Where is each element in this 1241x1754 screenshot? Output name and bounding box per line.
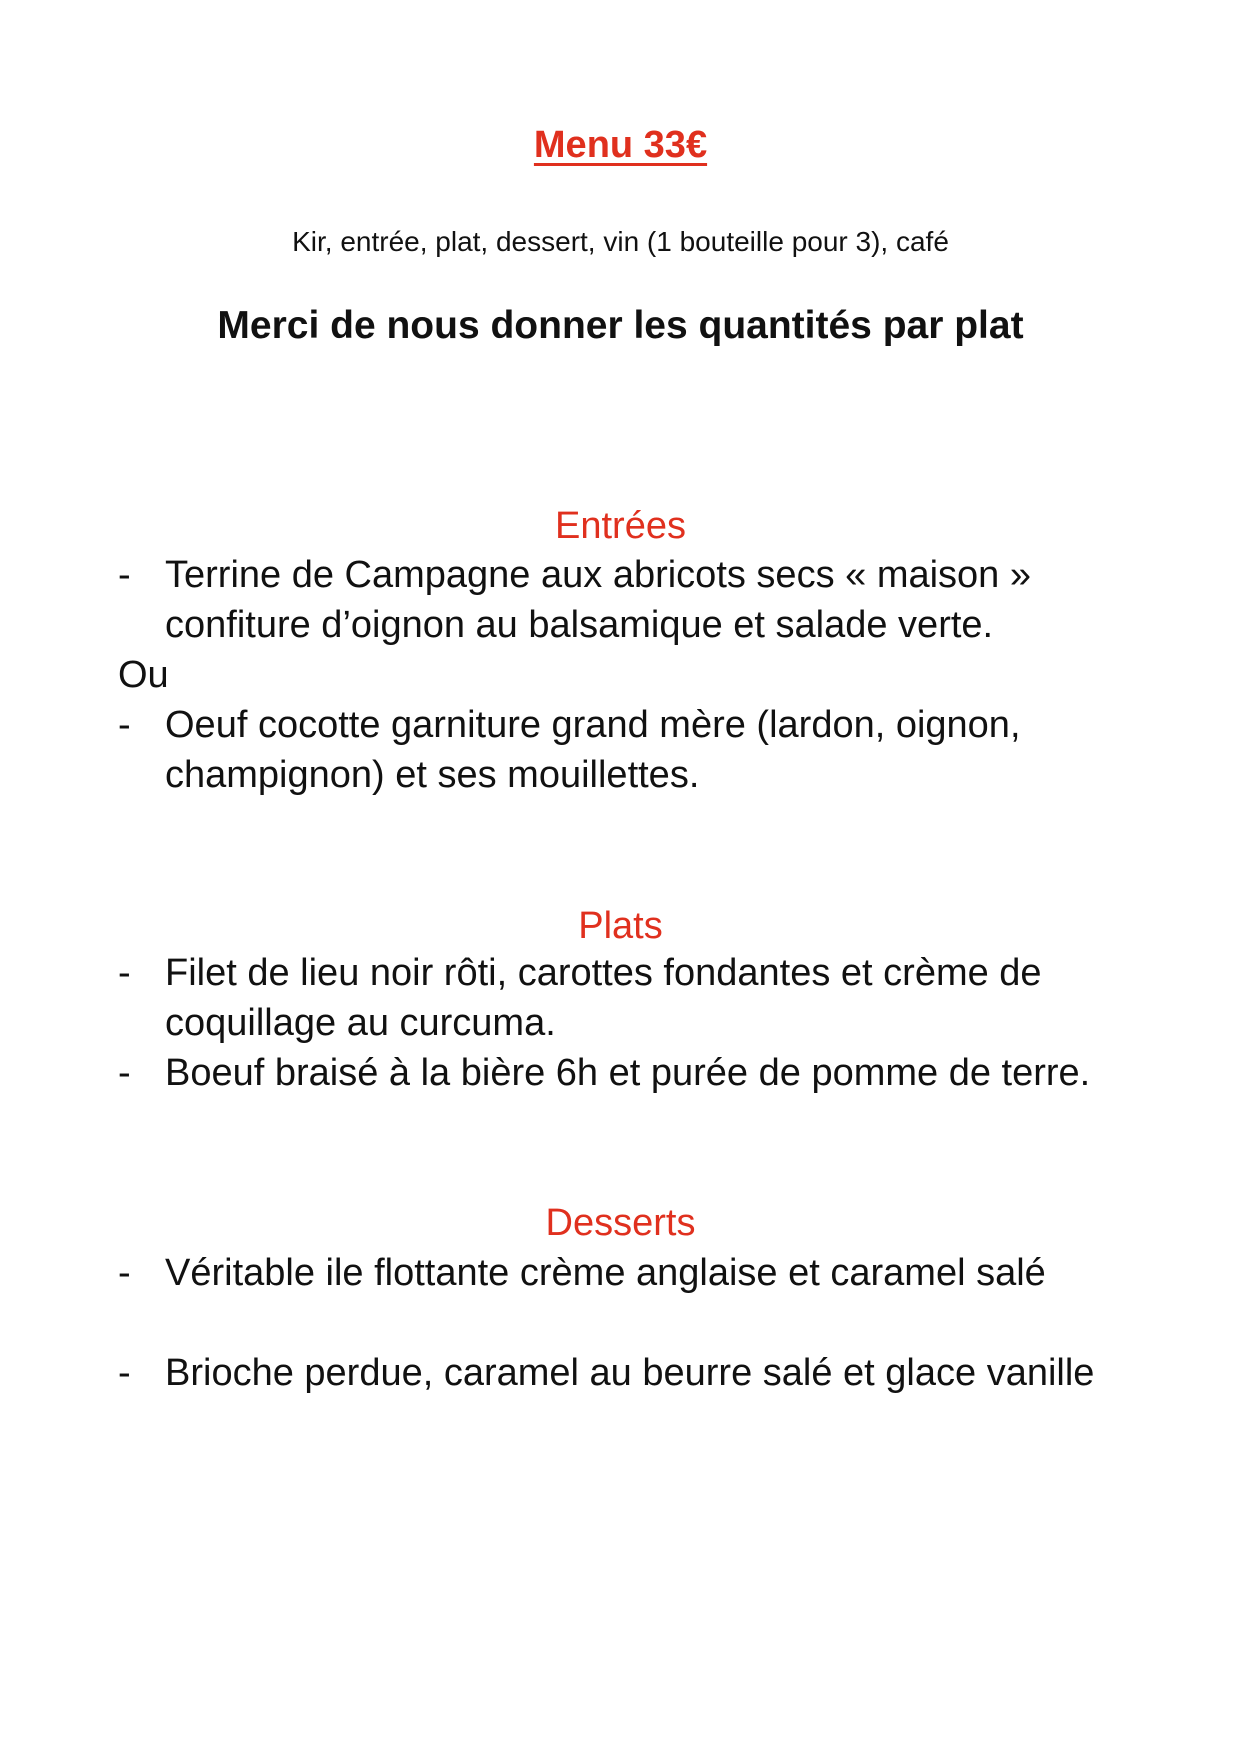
list-item <box>118 1248 1128 1298</box>
list-item-text: Filet de lieu noir rôti, carottes fondantes et crème de coquillage au curcuma. <box>165 952 1042 1044</box>
menu-subtitle: Kir, entrée, plat, dessert, vin (1 bouteille pour 3), café <box>292 226 949 257</box>
quantities-notice: Merci de nous donner les quantités par plat <box>217 304 1024 347</box>
bullet-dash: - <box>118 554 131 596</box>
list-item-text: Véritable ile flottante crème anglaise et caramel salé <box>165 1252 1046 1294</box>
list-item <box>118 700 1128 800</box>
list-item-text: Brioche perdue, caramel au beurre salé et glace vanille <box>165 1352 1095 1394</box>
list-item-text: Boeuf braisé à la bière 6h et purée de pomme de terre. <box>165 1052 1091 1094</box>
section-title-entrees: Entrées <box>555 505 686 547</box>
list-item <box>118 948 1128 1048</box>
section-title-desserts: Desserts <box>545 1202 696 1244</box>
list-item <box>118 1048 1128 1098</box>
bullet-dash: - <box>118 704 131 746</box>
list-item <box>118 1348 1128 1398</box>
section-title-plats: Plats <box>578 905 663 947</box>
bullet-dash: - <box>118 952 131 994</box>
list-item-text: Terrine de Campagne aux abricots secs « maison » confiture d’oignon au balsamique et salade verte. <box>165 554 1032 646</box>
list-item-text: Oeuf cocotte garniture grand mère (lardon, oignon, champignon) et ses mouillettes. <box>165 704 1021 796</box>
bullet-dash: - <box>118 1352 131 1394</box>
list-item <box>118 550 1128 650</box>
bullet-dash: - <box>118 1052 131 1094</box>
bullet-dash: - <box>118 1252 131 1294</box>
choice-separator: Ou <box>118 654 169 696</box>
menu-title: Menu 33€ <box>533 124 708 166</box>
